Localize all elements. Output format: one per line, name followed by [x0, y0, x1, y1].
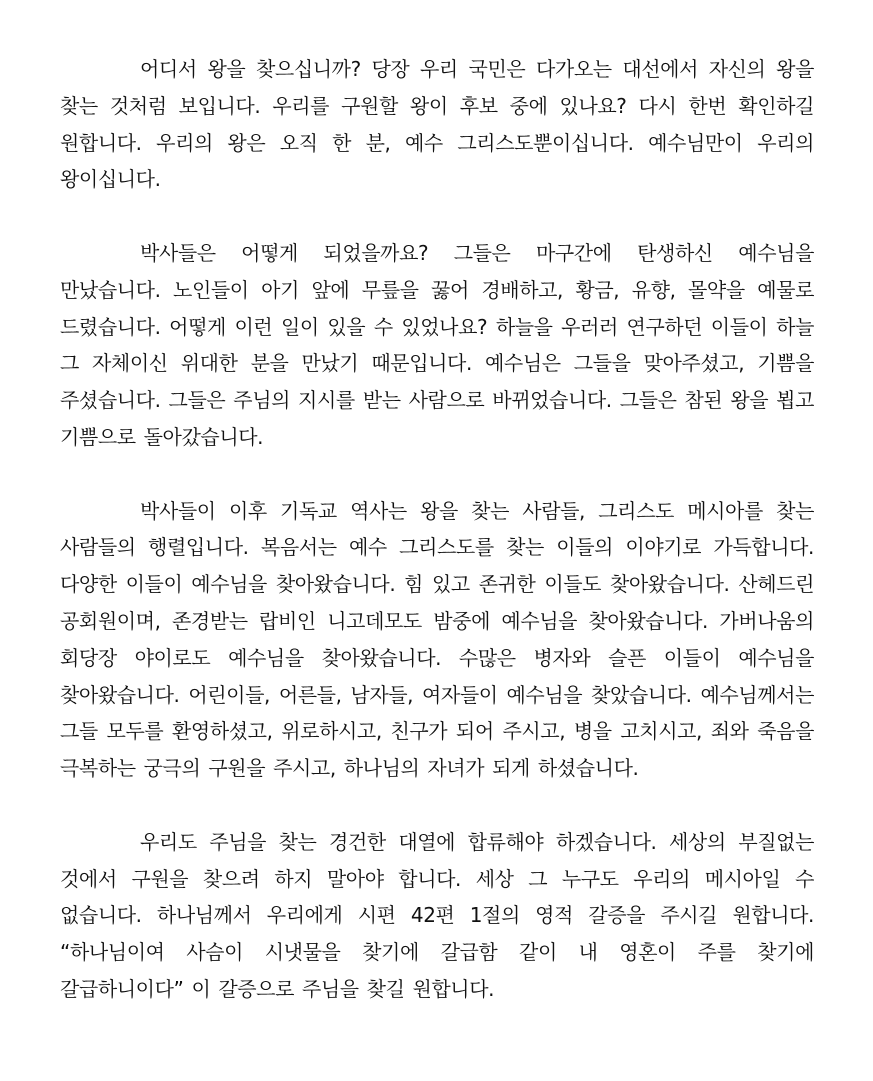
paragraph-4: 우리도 주님을 찾는 경건한 대열에 합류해야 하겠습니다. 세상의 부질없는 것에서 구원을 찾으려 하지 말아야 합니다. 세상 그 누구도 우리의 메시아일 수 없습니다. 하나님께서 우리에게 시편 42편 1절의 영적 갈증을 주시길 원합니다. “하나님이여 사슴이 시냇물을 찾기에 갈급함 같이 내 영혼이 주를 찾기에 갈급하니이다” 이 갈증으로 주님을 찾길 원합니다. [60, 829, 814, 1001]
paragraph-2: 박사들은 어떻게 되었을까요? 그들은 마구간에 탄생하신 예수님을 만났습니다. 노인들이 아기 앞에 무릎을 꿇어 경배하고, 황금, 유향, 몰약을 예물로 드렸습니다. 어떻게 이런 일이 있을 수 있었나요? 하늘을 우러러 연구하던 이들이 하늘 그 자체이신 위대한 분을 만났기 때문입니다. 예수님은 그들을 맞아주셨고, 기쁨을 주셨습니다. 그들은 주님의 지시를 받는 사람으로 바뀌었습니다. 그들은 참된 왕을 뵙고 기쁨으로 돌아갔습니다. [60, 240, 814, 449]
paragraph-1: 어디서 왕을 찾으십니까? 당장 우리 국민은 다가오는 대선에서 자신의 왕을 찾는 것처럼 보입니다. 우리를 구원할 왕이 후보 중에 있나요? 다시 한번 확인하길 원합니다. 우리의 왕은 오직 한 분, 예수 그리스도뿐이십니다. 예수님만이 우리의 왕이십니다. [60, 57, 814, 192]
paragraph-3: 박사들이 이후 기독교 역사는 왕을 찾는 사람들, 그리스도 메시아를 찾는 사람들의 행렬입니다. 복음서는 예수 그리스도를 찾는 이들의 이야기로 가득합니다. 다양한 이들이 예수님을 찾아왔습니다. 힘 있고 존귀한 이들도 찾아왔습니다. 산헤드린 공회원이며, 존경받는 랍비인 니고데모도 밤중에 예수님을 찾아왔습니다. 가버나움의 회당장 야이로도 예수님을 찾아왔습니다. 수많은 병자와 슬픈 이들이 예수님을 찾아왔습니다. 어린이들, 어른들, 남자들, 여자들이 예수님을 찾았습니다. 예수님께서는 그들 모두를 환영하셨고, 위로하시고, 친구가 되어 주시고, 병을 고치시고, 죄와 죽음을 극복하는 궁극의 구원을 주시고, 하나님의 자녀가 되게 하셨습니다. [60, 498, 814, 781]
document-body [60, 51, 814, 1008]
